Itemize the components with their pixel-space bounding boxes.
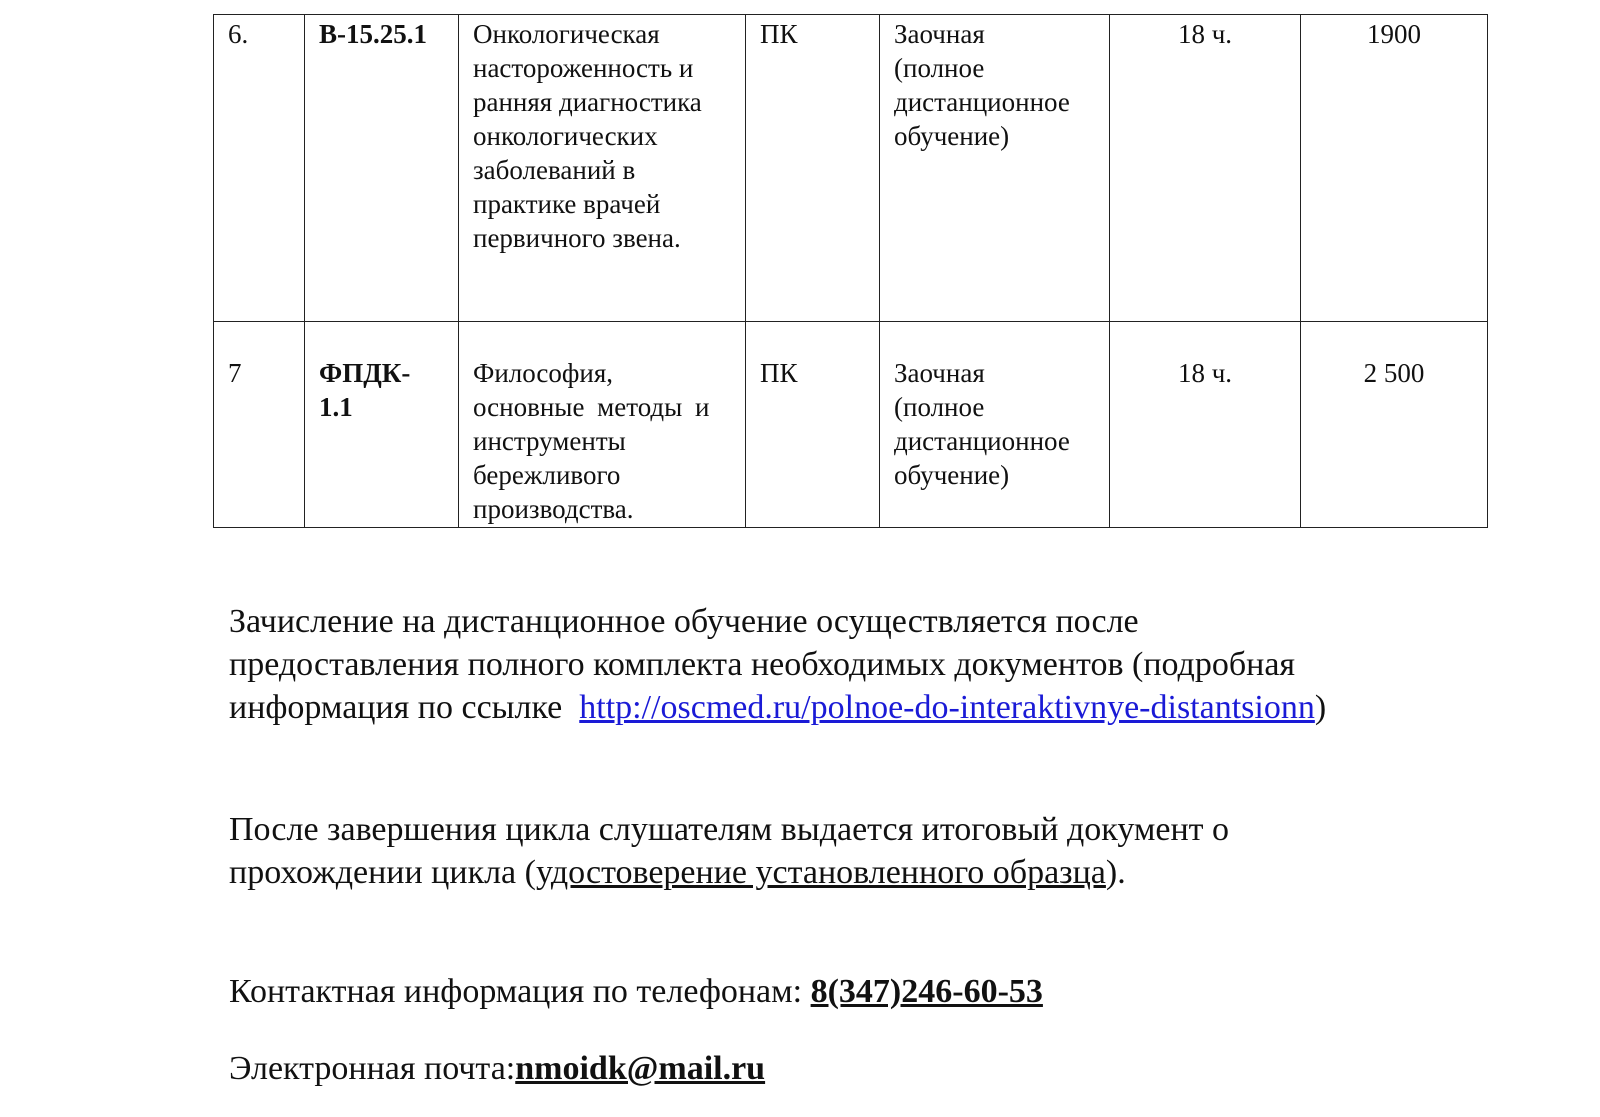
- course-kind: ПК: [746, 15, 880, 322]
- study-form-line: Заочная: [894, 358, 985, 388]
- row-number: 7: [214, 322, 305, 528]
- completion-paragraph: [229, 808, 1529, 894]
- course-title-line: заболеваний в: [473, 155, 636, 185]
- course-hours: 18 ч.: [1110, 15, 1301, 322]
- study-form: [880, 322, 1110, 528]
- course-title: [459, 322, 746, 528]
- course-price: 2 500: [1301, 322, 1488, 528]
- study-form: [880, 15, 1110, 322]
- phone-label: Контактная информация по телефонам:: [229, 973, 811, 1010]
- enrollment-line: [229, 686, 1529, 729]
- course-title-line: производства.: [473, 494, 634, 524]
- study-form-line: (полное: [894, 53, 985, 83]
- enrollment-line: предоставления полного комплекта необходимых документов (подробная: [229, 646, 1296, 683]
- course-title-line: основные методы и: [473, 392, 710, 422]
- enrollment-line-suffix: ): [1314, 689, 1327, 726]
- course-title-line: практике врачей: [473, 189, 661, 219]
- course-title-line: настороженность и: [473, 53, 694, 83]
- contact-email: [229, 1047, 1529, 1090]
- course-kind: ПК: [746, 322, 880, 528]
- enrollment-paragraph: [229, 600, 1529, 729]
- study-form-line: обучение): [894, 460, 1010, 490]
- course-code-line: 1.1: [319, 392, 353, 422]
- completion-line-prefix: прохождении цикла (: [229, 854, 536, 891]
- enrollment-line-prefix: информация по ссылке: [229, 689, 580, 726]
- certificate-text: удостоверение установленного образца: [535, 854, 1106, 891]
- course-title-line: ранняя диагностика: [473, 87, 702, 117]
- course-code: [305, 322, 459, 528]
- course-hours: 18 ч.: [1110, 322, 1301, 528]
- documents-info-link[interactable]: http://oscmed.ru/polnoe-do-interaktivnye-distantsionn: [579, 689, 1315, 726]
- course-code: В-15.25.1: [305, 15, 459, 322]
- course-title: [459, 15, 746, 322]
- study-form-line: Заочная: [894, 19, 985, 49]
- enrollment-line: Зачисление на дистанционное обучение осуществляется после: [229, 603, 1139, 640]
- course-title-line: Философия,: [473, 358, 614, 388]
- study-form-line: обучение): [894, 121, 1010, 151]
- study-form-line: дистанционное: [894, 87, 1070, 117]
- study-form-line: (полное: [894, 392, 985, 422]
- table-row: [214, 15, 1488, 322]
- course-title-line: инструменты: [473, 426, 626, 456]
- course-title-line: первичного звена.: [473, 223, 681, 253]
- courses-table: [213, 14, 1488, 528]
- course-title-line: Онкологическая: [473, 19, 660, 49]
- course-title-line: онкологических: [473, 121, 658, 151]
- completion-line: [229, 851, 1529, 894]
- email-label: Электронная почта:: [229, 1050, 516, 1087]
- study-form-line: дистанционное: [894, 426, 1070, 456]
- course-title-line: бережливого: [473, 460, 621, 490]
- course-price: 1900: [1301, 15, 1488, 322]
- phone-number[interactable]: 8(347)246-60-53: [810, 973, 1043, 1010]
- course-code-line: ФПДК-: [319, 358, 411, 388]
- email-address[interactable]: nmoidk@mail.ru: [515, 1050, 766, 1087]
- completion-line: После завершения цикла слушателям выдается итоговый документ о: [229, 811, 1230, 848]
- table-row: [214, 322, 1488, 528]
- row-number: 6.: [214, 15, 305, 322]
- completion-line-suffix: ).: [1105, 854, 1126, 891]
- contact-phone: [229, 970, 1529, 1013]
